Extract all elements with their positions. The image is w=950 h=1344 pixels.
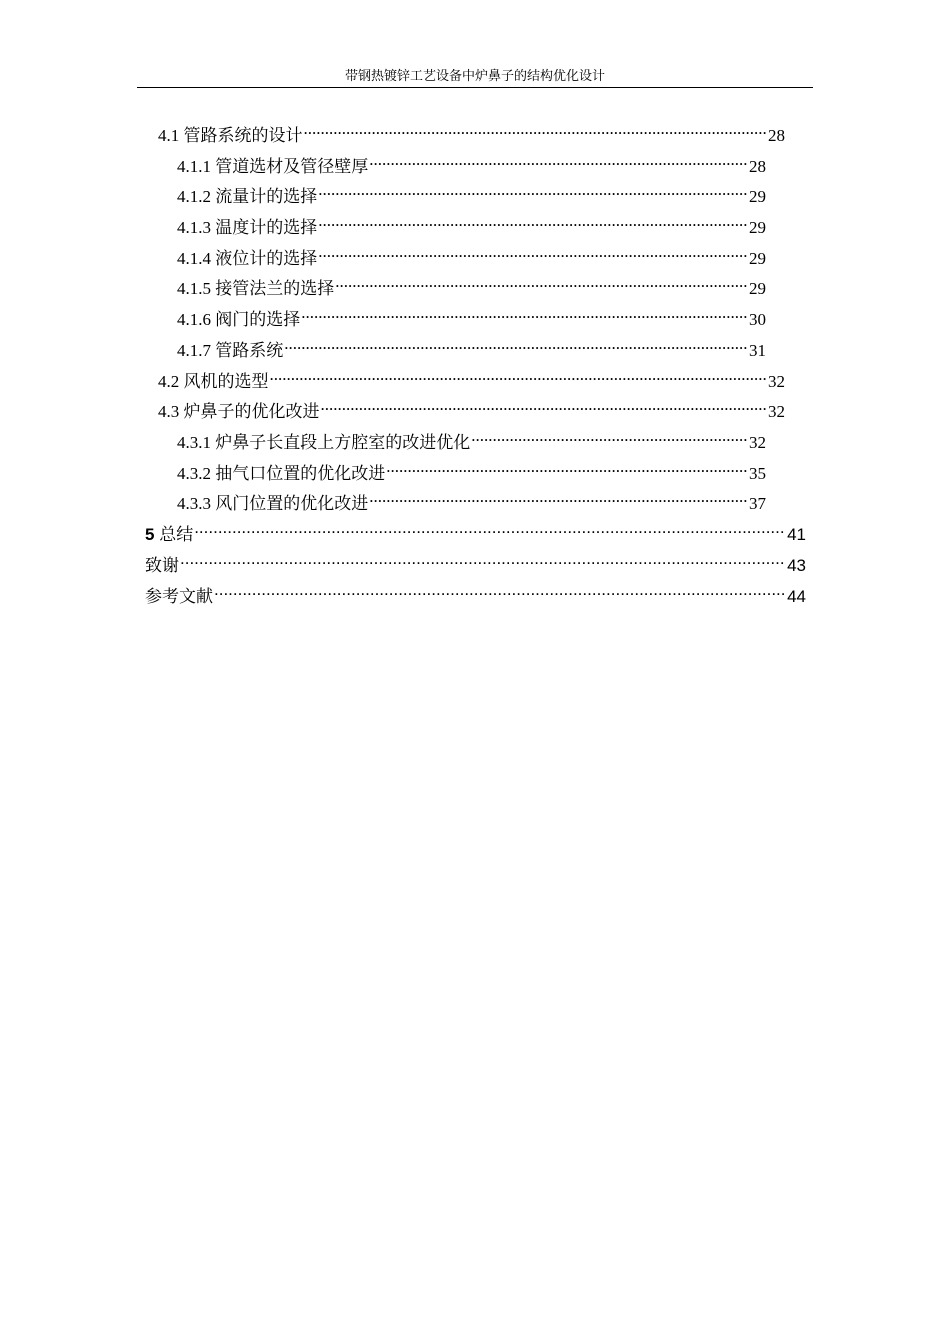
toc-page-number: 32 bbox=[768, 402, 785, 421]
toc-entry-label bbox=[145, 523, 193, 547]
toc-entry-4-2[interactable] bbox=[158, 363, 785, 391]
toc-page-number: 32 bbox=[768, 372, 785, 391]
toc-leader-dots bbox=[369, 148, 748, 172]
toc-entry-label: 4.3 炉鼻子的优化改进 bbox=[158, 402, 320, 421]
toc-entry-4-1-6[interactable] bbox=[177, 301, 766, 329]
toc-page-number: 31 bbox=[749, 341, 766, 360]
toc-leader-dots bbox=[335, 270, 748, 294]
toc-leader-dots bbox=[369, 485, 748, 509]
toc-entry-label: 4.1.3 温度计的选择 bbox=[177, 218, 318, 237]
toc-entry-4-1[interactable] bbox=[158, 117, 785, 145]
toc-page-number: 41 bbox=[787, 525, 806, 544]
toc-entry-4-1-3[interactable] bbox=[177, 209, 766, 237]
toc-entry-label: 4.2 风机的选型 bbox=[158, 372, 269, 391]
toc-entry-chapter-5[interactable] bbox=[145, 516, 806, 544]
toc-page-number: 30 bbox=[749, 310, 766, 329]
toc-leader-dots bbox=[318, 209, 748, 233]
toc-leader-dots bbox=[284, 332, 748, 356]
toc-leader-dots bbox=[304, 117, 768, 141]
toc-entry-label: 4.1 管路系统的设计 bbox=[158, 126, 303, 145]
toc-leader-dots bbox=[318, 240, 748, 264]
chapter-number: 5 bbox=[145, 525, 155, 544]
toc-page-number: 28 bbox=[768, 126, 785, 145]
toc-leader-dots bbox=[301, 301, 748, 325]
toc-page-number: 43 bbox=[787, 556, 806, 575]
toc-leader-dots bbox=[194, 516, 786, 540]
toc-leader-dots bbox=[180, 547, 786, 571]
toc-leader-dots bbox=[471, 424, 748, 448]
toc-entry-label: 4.1.5 接管法兰的选择 bbox=[177, 279, 335, 298]
toc-page-number: 29 bbox=[749, 218, 766, 237]
toc-page-number: 32 bbox=[749, 433, 766, 452]
toc-entry-label: 4.1.7 管路系统 bbox=[177, 341, 284, 360]
toc-entry-label: 4.1.1 管道选材及管径壁厚 bbox=[177, 157, 369, 176]
toc-entry-4-1-2[interactable] bbox=[177, 178, 766, 206]
toc-page-number: 29 bbox=[749, 187, 766, 206]
toc-page-number: 29 bbox=[749, 249, 766, 268]
toc-page-number: 37 bbox=[749, 494, 766, 513]
toc-entry-4-3-3[interactable] bbox=[177, 485, 766, 513]
toc-page-number: 29 bbox=[749, 279, 766, 298]
toc-leader-dots bbox=[214, 578, 786, 602]
toc-entry-label: 参考文献 bbox=[145, 587, 213, 606]
toc-leader-dots bbox=[318, 178, 748, 202]
toc-entry-label: 4.3.3 风门位置的优化改进 bbox=[177, 494, 369, 513]
header-rule bbox=[137, 87, 813, 88]
chapter-title: 总结 bbox=[159, 525, 194, 544]
toc-entry-references[interactable] bbox=[145, 578, 806, 606]
running-header: 带钢热镀锌工艺设备中炉鼻子的结构优化设计 bbox=[344, 68, 605, 83]
toc-leader-dots bbox=[321, 393, 768, 417]
toc-page-number: 44 bbox=[787, 587, 806, 606]
toc-leader-dots bbox=[386, 455, 748, 479]
toc-entry-label: 4.1.2 流量计的选择 bbox=[177, 187, 318, 206]
toc-entry-label: 4.1.6 阀门的选择 bbox=[177, 310, 301, 329]
toc-entry-acknowledgements[interactable] bbox=[145, 547, 806, 575]
toc-entry-4-1-4[interactable] bbox=[177, 240, 766, 268]
toc-entry-4-1-5[interactable] bbox=[177, 270, 766, 298]
toc-page-number: 35 bbox=[749, 464, 766, 483]
toc-leader-dots bbox=[270, 363, 768, 387]
toc-entry-4-1-1[interactable] bbox=[177, 148, 766, 176]
toc-page-number: 28 bbox=[749, 157, 766, 176]
toc-entry-4-1-7[interactable] bbox=[177, 332, 766, 360]
toc-entry-4-3-2[interactable] bbox=[177, 455, 766, 483]
toc-entry-4-3-1[interactable] bbox=[177, 424, 766, 452]
toc-entry-label: 4.3.2 抽气口位置的优化改进 bbox=[177, 464, 386, 483]
toc-entry-label: 4.3.1 炉鼻子长直段上方腔室的改进优化 bbox=[177, 433, 471, 452]
toc-entry-label: 4.1.4 液位计的选择 bbox=[177, 249, 318, 268]
toc-entry-4-3[interactable] bbox=[158, 393, 785, 421]
toc-entry-label: 致谢 bbox=[145, 556, 179, 575]
